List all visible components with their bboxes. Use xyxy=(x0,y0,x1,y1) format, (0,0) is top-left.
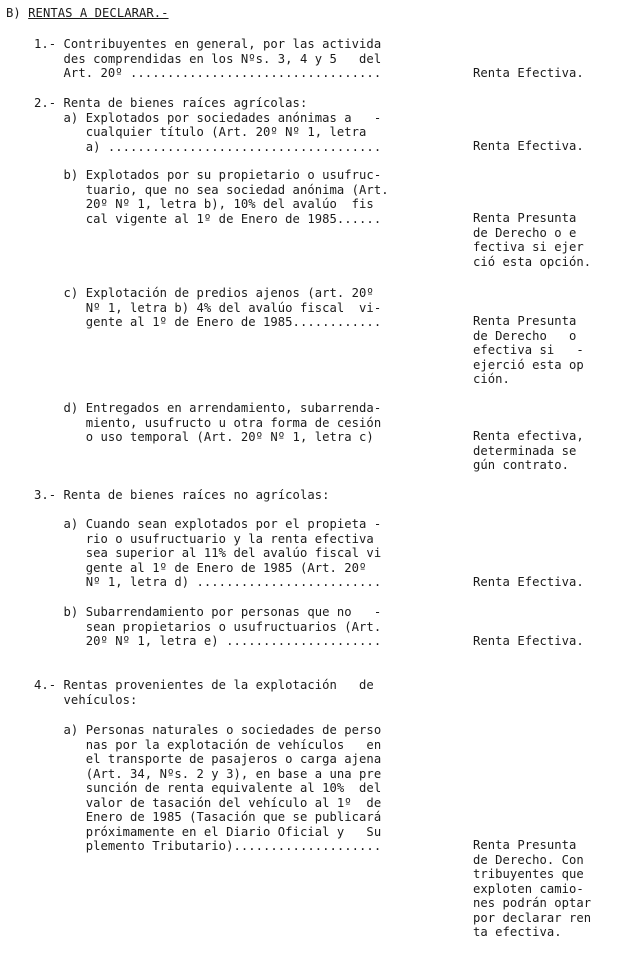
text-line: Renta Efectiva. xyxy=(473,139,584,153)
text-line: de Derecho o xyxy=(473,328,577,343)
text-line: valor de tasación del vehículo al 1º de xyxy=(34,795,382,810)
text-line: a) Cuando sean explotados por el propieta - xyxy=(34,517,382,531)
item-2a-text xyxy=(34,96,381,154)
text-line: miento, usufructo u otra forma de cesión xyxy=(34,415,382,430)
item-1-result xyxy=(473,66,584,81)
text-line: tuario, que no sea sociedad anónima (Art. xyxy=(34,182,389,197)
item-2c-result xyxy=(473,314,584,387)
text-line: efectiva si - xyxy=(473,343,584,357)
section-heading xyxy=(6,6,169,21)
text-line: a) Personas naturales o sociedades de perso xyxy=(34,723,382,737)
text-line: Renta Presunta xyxy=(473,314,577,328)
text-line: b) Explotados por su propietario o usufruc- xyxy=(34,168,382,182)
text-line: Renta efectiva, xyxy=(473,429,584,443)
text-line: d) Entregados en arrendamiento, subarrenda- xyxy=(34,401,382,415)
text-line: des comprendidas en los Nºs. 3, 4 y 5 del xyxy=(34,51,382,66)
text-line: de Derecho o e xyxy=(473,225,577,240)
text-line: b) Subarrendamiento por personas que no - xyxy=(34,605,382,619)
item-2b-result xyxy=(473,211,591,269)
text-line: cualquier título (Art. 20º Nº 1, letra xyxy=(34,125,367,139)
text-line: Renta Efectiva. xyxy=(473,634,584,648)
text-line: Renta Presunta xyxy=(473,211,577,225)
section-letter: B) xyxy=(6,6,21,20)
text-line: el transporte de pasajeros o carga ajena xyxy=(34,752,382,766)
text-line: exploten camio- xyxy=(473,881,584,896)
text-line: a) Explotados por sociedades anónimas a - xyxy=(34,110,382,125)
text-line: o uso temporal (Art. 20º Nº 1, letra c) xyxy=(34,430,374,444)
item-4a-text xyxy=(34,723,381,854)
item-1-text xyxy=(34,37,381,81)
text-line: c) Explotación de predios ajenos (art. 20º xyxy=(34,286,374,300)
text-line: ció esta opción. xyxy=(473,254,592,269)
text-line: tribuyentes que xyxy=(473,867,584,881)
text-line: sean propietarios o usufructuarios (Art. xyxy=(34,619,382,634)
text-line: determinada se xyxy=(473,443,577,458)
text-line: Renta Presunta xyxy=(473,838,577,852)
text-line: nas por la explotación de vehículos en xyxy=(34,737,382,752)
text-line: 4.- Rentas provenientes de la explotación de xyxy=(34,678,374,692)
text-line: Renta Efectiva. xyxy=(473,575,584,589)
text-line: 20º Nº 1, letra b), 10% del avalúo fis xyxy=(34,197,374,211)
text-line: Nº 1, letra d) ......................... xyxy=(34,575,382,589)
item-3b-text xyxy=(34,605,381,649)
text-line: ejerció esta op xyxy=(473,357,584,372)
text-line: Enero de 1985 (Tasación que se publicará xyxy=(34,810,382,824)
text-line: rio o usufructuario y la renta efectiva xyxy=(34,531,374,546)
section-title: RENTAS A DECLARAR.- xyxy=(28,6,169,20)
text-line: de Derecho. Con xyxy=(473,852,584,867)
text-line: a) ..................................... xyxy=(34,139,382,154)
text-line: ta efectiva. xyxy=(473,925,562,939)
text-line: Nº 1, letra b) 4% del avalúo fiscal vi- xyxy=(34,300,382,315)
item-4a-result xyxy=(473,838,591,940)
text-line: próximamente en el Diario Oficial y Su xyxy=(34,824,382,839)
text-line: Art. 20º .................................. xyxy=(34,66,382,80)
item-2d-result xyxy=(473,429,584,473)
text-line: gente al 1º de Enero de 1985............ xyxy=(34,315,382,329)
text-line: plemento Tributario).................... xyxy=(34,839,382,853)
item-3a-text xyxy=(34,517,381,590)
text-line: 2.- Renta de bienes raíces agrícolas: xyxy=(34,96,308,110)
item-2d-text xyxy=(34,401,381,445)
text-line: ción. xyxy=(473,372,510,386)
text-line: nes podrán optar xyxy=(473,896,592,910)
item-2b-text xyxy=(34,168,389,226)
text-line: sunción de renta equivalente al 10% del xyxy=(34,781,382,795)
text-line: gente al 1º de Enero de 1985 (Art. 20º xyxy=(34,560,367,575)
text-line: cal vigente al 1º de Enero de 1985...... xyxy=(34,211,382,226)
text-line: fectiva si ejer xyxy=(473,240,584,254)
text-line: 3.- Renta de bienes raíces no agrícolas: xyxy=(34,488,330,502)
text-line: sea superior al 11% del avalúo fiscal vi xyxy=(34,546,382,560)
item-4-heading xyxy=(34,678,374,707)
text-line: por declarar ren xyxy=(473,910,592,925)
text-line: Renta Efectiva. xyxy=(473,66,584,80)
text-line: gún contrato. xyxy=(473,458,570,472)
text-line: 20º Nº 1, letra e) ..................... xyxy=(34,634,382,648)
item-3-heading xyxy=(34,488,330,503)
text-line: vehículos: xyxy=(34,692,138,707)
item-3b-result xyxy=(473,634,584,649)
item-2a-result xyxy=(473,139,584,154)
text-line: (Art. 34, Nºs. 2 y 3), en base a una pre xyxy=(34,766,382,781)
item-3a-result xyxy=(473,575,584,590)
item-2c-text xyxy=(34,286,381,330)
text-line: 1.- Contribuyentes en general, por las activida xyxy=(34,37,382,51)
